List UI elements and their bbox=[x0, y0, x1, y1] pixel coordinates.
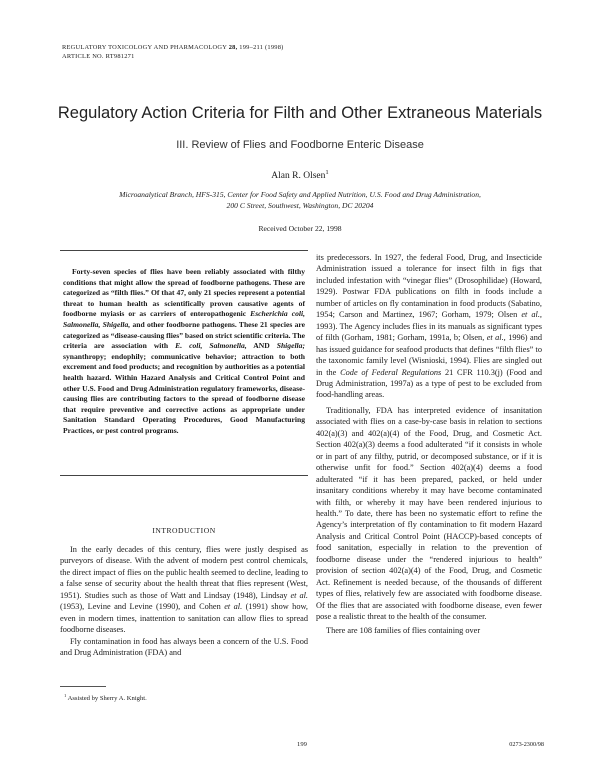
section-heading: INTRODUCTION bbox=[152, 526, 216, 535]
affiliation-line-2: 200 C Street, Southwest, Washington, DC 20204 bbox=[226, 200, 374, 210]
author-name: Alan R. Olsen bbox=[271, 171, 326, 181]
abstract-text: Forty-seven species of flies have been reliably associated with filthy conditions that might allow the spread of foodborne pathogens. These are categorized as “filth flies.” Of that 47, only 21 species represent a potential threat to human health as scientifically proven causative agents of foodborne myiasis or as carriers of enteropathogenic bbox=[63, 267, 305, 319]
footnote-mark: 1 bbox=[64, 692, 67, 698]
author-line bbox=[30, 168, 570, 181]
cfr-title: Code of Federal Regulations bbox=[340, 367, 442, 377]
article-code: 0273-2300/98 bbox=[509, 741, 544, 748]
footnote bbox=[64, 692, 147, 702]
paper-title: Regulatory Action Criteria for Filth and Other Extraneous Materials bbox=[57, 104, 543, 122]
journal-header bbox=[62, 43, 542, 61]
et-al: et al., bbox=[521, 310, 542, 320]
abstract-text: AND bbox=[246, 341, 277, 351]
body-text: 1996) and has issued guidance for seafood products that defines “filth flies” to the taxonomic family level (Wisnioski, 1994). Flies are singled out in the bbox=[316, 333, 542, 377]
body-paragraph: There are 108 families of flies containing over bbox=[326, 625, 481, 635]
abstract-text: synanthropy; endophily; communicative behavior; attraction to both excrement and food products; and recognition by authorities as a potential health hazard. Within Hazard Analysis and Critical Control Point and other U.S. Food and Drug Administration regulatory frameworks, disease-causing flies are contributing factors to the spread of foodborne disease that require preventive and corrective actions as appropriate under Sanitation Standard Operating Procedures, Good Manufacturing Practices, or pest control programs. bbox=[63, 351, 305, 435]
et-al: et al. bbox=[290, 590, 308, 600]
body-text: 21 CFR 110.3(j) (Food and Drug Administration, 1997a) as a type of pest to be excluded from food-handling areas. bbox=[316, 367, 542, 400]
journal-citation bbox=[62, 43, 542, 52]
body-paragraph: Traditionally, FDA has interpreted evidence of insanitation associated with flies on a case-by-case basis in relation to sections 402(a)(3) and 402(a)(4) of the Food, Drug, and Cosmetic Act. Section 402(a)(3) deems a food adulterated “if it consists in whole or in part of any filthy, putrid, or decomposed substance, or if it is otherwise unfit for food.” Section 402(a)(4) deems a food adulterated “if it has been prepared, packed, or held under insanitary conditions whereby it may have become contaminated with filth, or whereby it may have been rendered injurious to health.” To date, there has been no systematic effort to refine the Agency’s interpretation of fly contamination to fit modern Hazard Analysis and Critical Control Point (HACCP)-based concepts of food sanitation, especially in relation to the prevention of foodborne disease under the “rendered injurious to health” provision of section 402(a)(4) of the Food, Drug, and Cosmetic Act. Refinement is needed because, of the thousands of different types of flies, relatively few are associated with foodborne disease. Of the flies that are associated with foodborne disease, even fewer pose a realistic threat to the health of the consumer. bbox=[316, 405, 542, 622]
author-footnote-mark: 1 bbox=[325, 168, 329, 176]
abstract-taxa: E. coli, Salmonella, bbox=[175, 341, 247, 351]
paper-subtitle: III. Review of Flies and Foodborne Enteric Disease bbox=[176, 139, 424, 151]
article-number: ARTICLE NO. RT981271 bbox=[62, 53, 135, 60]
et-al: et al., bbox=[486, 333, 506, 343]
footnote-text: Assisted by Sherry A. Knight. bbox=[66, 695, 147, 702]
body-text: (1991) show how, even in modern times, inattention to sanitation can allow flies to spread foodborne diseases. bbox=[60, 602, 308, 635]
affiliation-line-1: Microanalytical Branch, HFS-315, Center for Food Safety and Applied Nutrition, U.S. Food and Drug Administration, bbox=[119, 190, 481, 199]
journal-pages: 199–211 (1998) bbox=[237, 44, 284, 51]
abstract bbox=[63, 267, 305, 437]
body-text: its predecessors. In 1927, the federal Food, Drug, and Insecticide Administration issued a tolerance for insect filth in figs that included infestation with “vinegar flies” (Drosophilidae) (Howard, 1929). Postwar FDA publications on filth in foods include a number of articles on fly contamination in food products (Sabatino, 1954; Carson and Martinez, 1967; Gorham, 1979; Olsen bbox=[316, 253, 542, 320]
abstract-taxa: Escherichia coli, Salmonella, Shigella, bbox=[63, 309, 305, 329]
right-column bbox=[316, 252, 542, 636]
affiliation bbox=[70, 190, 530, 211]
abstract-text: and other foodborne pathogens. These 21 species are categorized as “disease-causing flies” based on strict scientific criteria. The criteria are association with bbox=[63, 319, 305, 351]
body-text: (1953), Levine and Levine (1990), and Cohen bbox=[60, 602, 225, 612]
page-number: 199 bbox=[297, 741, 307, 748]
body-text: 1993). The Agency includes flies in its manuals as significant types of filth (Gorham, 1981; Gorham, 1991a, b; Olsen, bbox=[316, 321, 542, 343]
left-column bbox=[60, 544, 308, 659]
et-al: et al. bbox=[224, 602, 243, 612]
footnote-rule bbox=[60, 686, 106, 687]
intro-paragraph bbox=[60, 544, 308, 636]
abstract-taxa: Shigella; bbox=[276, 341, 305, 351]
journal-name: REGULATORY TOXICOLOGY AND PHARMACOLOGY bbox=[62, 44, 229, 51]
body-paragraph bbox=[316, 252, 542, 401]
journal-volume: 28, bbox=[228, 44, 238, 51]
intro-paragraph: Fly contamination in food has always been a concern of the U.S. Food and Drug Administration (FDA) and bbox=[60, 636, 308, 658]
received-date: Received October 22, 1998 bbox=[258, 224, 342, 233]
body-text: In the early decades of this century, flies were justly despised as purveyors of disease. With the advent of modern pest control chemicals, the direct impact of flies on the public health seemed to decline, leading to a false sense of security about the health threat that flies represent (West, 1951). Studies such as those of Watt and Lindsay (1948), Lindsay bbox=[60, 545, 308, 600]
